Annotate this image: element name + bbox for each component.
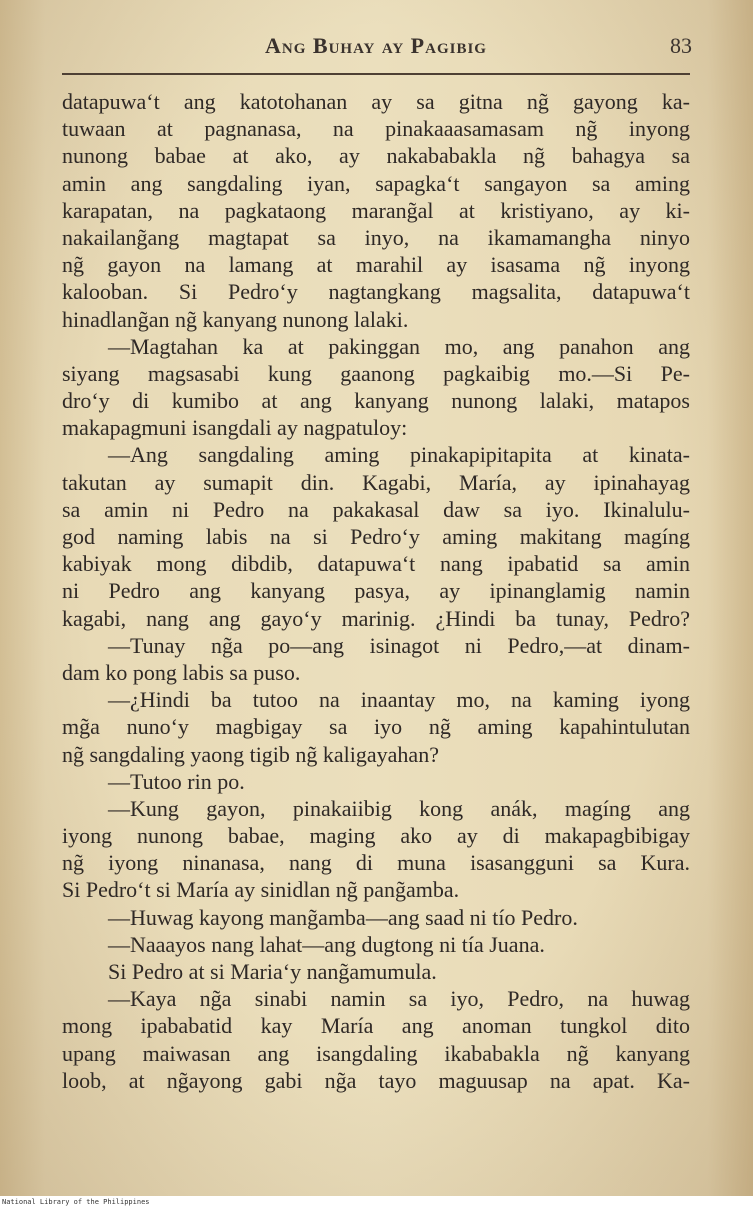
text-line: karapatan, na pagkataong marang̃al at kristiyano, ay ki- (62, 197, 690, 223)
text-line: datapuwa‘t ang katotohanan ay sa gitna ng̃ gayong ka- (62, 89, 690, 114)
text-line: mg̃a nuno‘y magbigay sa iyo ng̃ aming kapahintulutan (62, 714, 690, 740)
paragraph (62, 88, 690, 333)
header-rule (62, 73, 690, 75)
text-line: Si Pedro at si Maria‘y nang̃amumula. (108, 959, 437, 984)
paragraph (62, 795, 690, 904)
text-line: —Kaya ng̃a sinabi namin sa iyo, Pedro, na huwag (108, 986, 690, 1012)
page-number: 83 (670, 33, 692, 58)
paragraph (62, 904, 690, 931)
text-line: —¿Hindi ba tutoo na inaantay mo, na kaming iyong (108, 687, 690, 713)
text-line: siyang magsasabi kung gaanong pagkaibig mo.—Si Pe- (62, 360, 690, 386)
text-line: —Tunay ng̃a po—ang isinagot ni Pedro,—at dinam- (108, 632, 690, 658)
text-line: hinadlang̃an ng̃ kanyang nunong lalaki. (62, 306, 409, 332)
text-line: sa amin ni Pedro na pakakasal daw sa iyo. Ikinalulu- (62, 496, 690, 522)
paragraph (62, 686, 690, 768)
text-line: tuwaan at pagnanasa, na pinakaaasamasam ng̃ inyong (62, 116, 690, 142)
text-line: kagabi, nang ang gayo‘y marinig. ¿Hindi ba tunay, Pedro? (62, 605, 690, 631)
text-line: ng̃ iyong ninanasa, nang di muna isasangguni sa Kura. (62, 850, 690, 876)
paragraph (62, 333, 690, 442)
paragraph (62, 931, 690, 958)
paragraph (62, 958, 690, 985)
text-line: ni Pedro ang kanyang pasya, ay ipinanglamig namin (62, 578, 690, 604)
text-line: dam ko pong labis sa puso. (62, 659, 301, 685)
text-line: mong ipababatid kay María ang anoman tungkol dito (62, 1013, 690, 1039)
text-line: upang maiwasan ang isangdaling ikababakla ng̃ kanyang (62, 1040, 690, 1066)
text-line: —Huwag kayong mang̃amba—ang saad ni tío Pedro. (108, 904, 578, 930)
text-line: amin ang sangdaling iyan, sapagka‘t sangayon sa aming (62, 170, 690, 196)
text-line: ng̃ gayon na lamang at marahil ay isasama ng̃ inyong (62, 252, 690, 278)
paragraph (62, 441, 690, 631)
text-line: loob, at ng̃ayong gabi ng̃a tayo maguusap na apat. Ka- (62, 1067, 690, 1093)
text-line: makapagmuni isangdali ay nagpatuloy: (62, 415, 408, 441)
text-line: —Kung gayon, pinakaiibig kong anák, magíng ang (108, 795, 690, 821)
running-head: Ang Buhay ay Pagibig (265, 33, 487, 58)
text-line: nunong babae at ako, ay nakababakla ng̃ bahagya sa (62, 143, 690, 169)
text-line: kalooban. Si Pedro‘y nagtangkang magsalita, datapuwa‘t (62, 279, 690, 305)
text-line: nakailang̃ang magtapat sa inyo, na ikamamangha ninyo (62, 224, 690, 250)
text-line: —Ang sangdaling aming pinakapipitapita at kinata- (108, 442, 690, 468)
library-credit: National Library of the Philippines (2, 1198, 150, 1206)
text-line: dro‘y di kumibo at ang kanyang nunong lalaki, matapos (62, 388, 690, 414)
text-line: Si Pedro‘t si María ay sinidlan ng̃ pang̃amba. (62, 877, 460, 903)
text-line: takutan ay sumapit din. Kagabi, María, ay ipinahayag (62, 469, 690, 495)
text-line: iyong nunong babae, maging ako ay di makapagbibigay (62, 823, 690, 849)
text-line: ng̃ sangdaling yaong tigib ng̃ kaligayahan? (62, 741, 439, 767)
text-line: kabiyak mong dibdib, datapuwa‘t nang ipabatid sa amin (62, 551, 690, 577)
text-line: —Tutoo rin po. (108, 768, 245, 794)
scan-footer (0, 1196, 753, 1208)
paragraph (62, 985, 690, 1094)
text-line: god naming labis na si Pedro‘y aming makitang magíng (62, 524, 690, 549)
body-text (62, 88, 690, 1094)
text-line: —Magtahan ka at pakinggan mo, ang panahon ang (108, 333, 690, 359)
paragraph (62, 632, 690, 686)
paragraph (62, 768, 690, 795)
text-line: —Naaayos nang lahat—ang dugtong ni tía Juana. (108, 931, 545, 957)
